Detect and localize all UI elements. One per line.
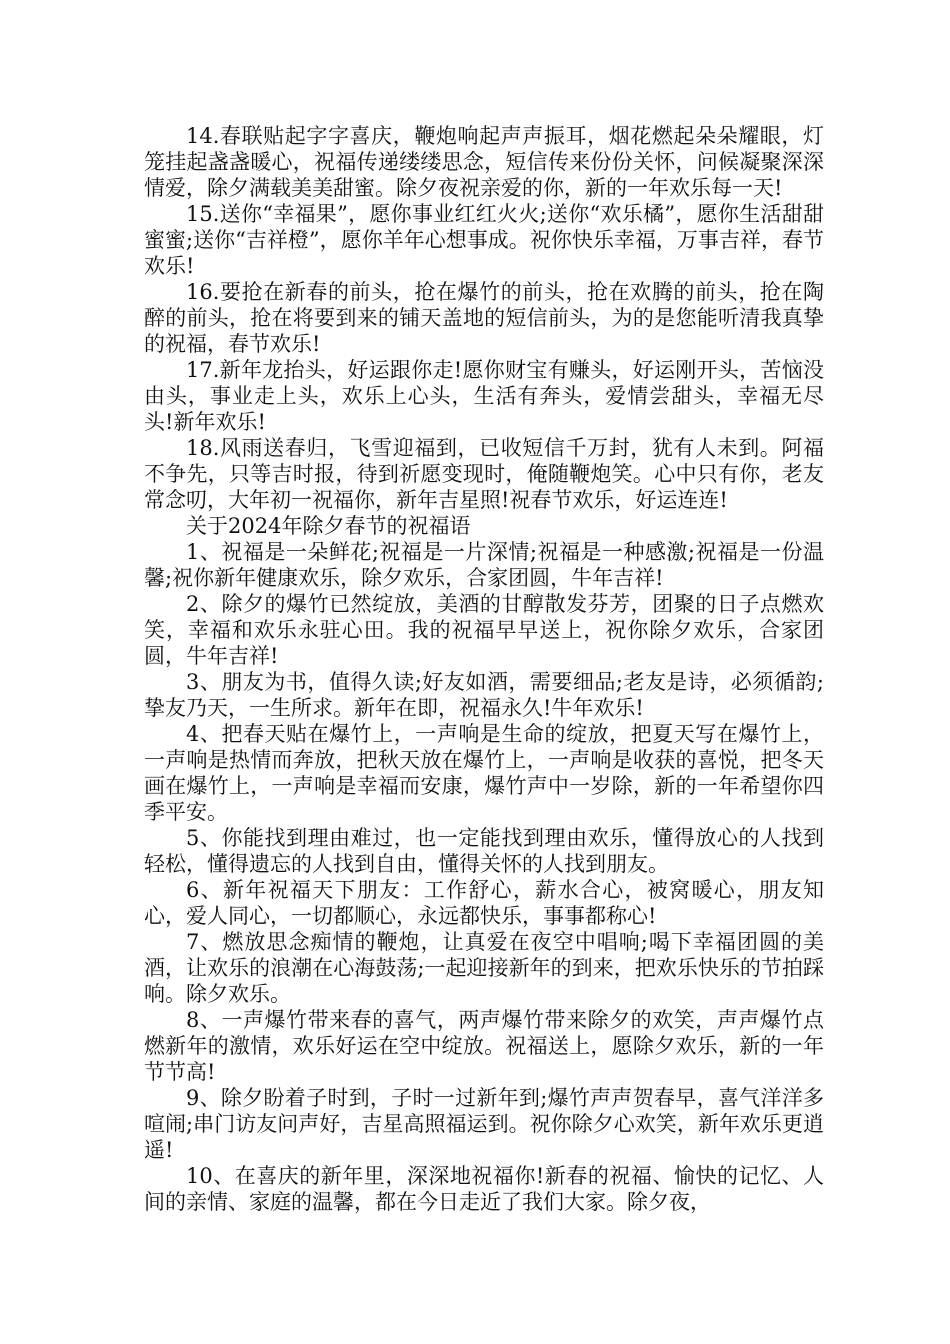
paragraph-4: 4、把春天贴在爆竹上，一声响是生命的绽放，把夏天写在爆竹上，一声响是热情而奔放，把秋天放在爆竹上，一声响是收获的喜悦，把冬天画在爆竹上，一声响是幸福而安康，爆竹声中一岁除，新的一年希望你四季平安。	[144, 722, 824, 824]
paragraph-2: 2、除夕的爆竹已然绽放，美酒的甘醇散发芬芳，团聚的日子点燃欢笑，幸福和欢乐永驻心田。我的祝福早早送上，祝你除夕欢乐，合家团圆，牛年吉祥!	[144, 592, 824, 668]
paragraph-14: 14.春联贴起字字喜庆，鞭炮响起声声振耳，烟花燃起朵朵耀眼，灯笼挂起盏盏暖心，祝福传递缕缕思念，短信传来份份关怀，问候凝聚深深情爱，除夕满载美美甜蜜。除夕夜祝亲爱的你，新的一年欢乐每一天!	[144, 124, 824, 200]
paragraph-3: 3、朋友为书，值得久读;好友如酒，需要细品;老友是诗，必须循韵;挚友乃天，一生所求。新年在即，祝福永久!牛年欢乐!	[144, 670, 824, 720]
paragraph-5: 5、你能找到理由难过，也一定能找到理由欢乐，懂得放心的人找到轻松，懂得遗忘的人找到自由，懂得关怀的人找到朋友。	[144, 826, 824, 876]
paragraph-9: 9、除夕盼着子时到，子时一过新年到;爆竹声声贺春早，喜气洋洋多喧闹;串门访友问声好，吉星高照福运到。祝你除夕心欢笑，新年欢乐更逍遥!	[144, 1086, 824, 1162]
paragraph-8: 8、一声爆竹带来春的喜气，两声爆竹带来除夕的欢笑，声声爆竹点燃新年的激情，欢乐好运在空中绽放。祝福送上，愿除夕欢乐，新的一年节节高!	[144, 1008, 824, 1084]
paragraph-16: 16.要抢在新春的前头，抢在爆竹的前头，抢在欢腾的前头，抢在陶醉的前头，抢在将要到来的铺天盖地的短信前头，为的是您能听清我真挚的祝福，春节欢乐!	[144, 280, 824, 356]
paragraph-6: 6、新年祝福天下朋友：工作舒心，薪水合心，被窝暖心，朋友知心，爱人同心，一切都顺心，永远都快乐，事事都称心!	[144, 878, 824, 928]
paragraph-18: 18.风雨送春归，飞雪迎福到，已收短信千万封，犹有人未到。阿福不争先，只等吉时报，待到祈愿变现时，俺随鞭炮笑。心中只有你，老友常念叨，大年初一祝福你，新年吉星照!祝春节欢乐，好运连连!	[144, 436, 824, 512]
section-heading: 关于2024年除夕春节的祝福语	[186, 514, 471, 538]
paragraph-17: 17.新年龙抬头，好运跟你走!愿你财宝有赚头，好运刚开头，苦恼没由头，事业走上头，欢乐上心头，生活有奔头，爱情尝甜头，幸福无尽头!新年欢乐!	[144, 358, 824, 434]
paragraph-7: 7、燃放思念痴情的鞭炮，让真爱在夜空中唱响;喝下幸福团圆的美酒，让欢乐的浪潮在心海鼓荡;一起迎接新年的到来，把欢乐快乐的节拍踩响。除夕欢乐。	[144, 930, 824, 1006]
document-body	[144, 123, 824, 1215]
paragraph-10: 10、在喜庆的新年里，深深地祝福你!新春的祝福、愉快的记忆、人间的亲情、家庭的温馨，都在今日走近了我们大家。除夕夜，	[144, 1164, 824, 1214]
paragraph-1: 1、祝福是一朵鲜花;祝福是一片深情;祝福是一种感激;祝福是一份温馨;祝你新年健康欢乐，除夕欢乐，合家团圆，牛年吉祥!	[144, 540, 824, 590]
paragraph-15: 15.送你“幸福果”，愿你事业红红火火;送你“欢乐橘”，愿你生活甜甜蜜蜜;送你“吉祥橙”，愿你羊年心想事成。祝你快乐幸福，万事吉祥，春节欢乐!	[144, 202, 824, 278]
